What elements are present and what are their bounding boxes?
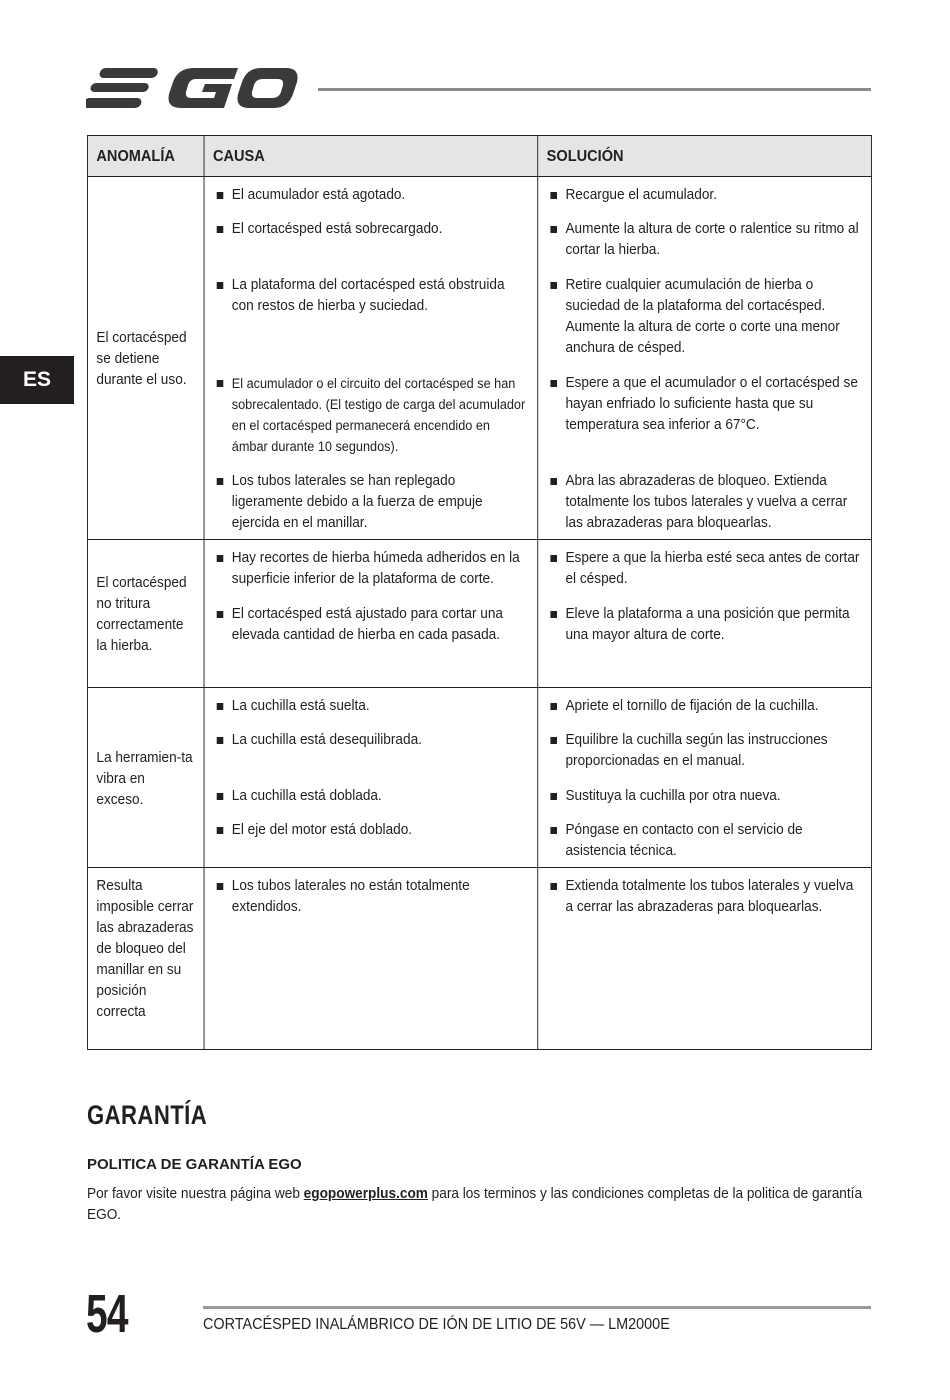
bullet-icon [550,703,557,710]
bullet-icon [217,611,224,618]
footer-rule [203,1306,871,1309]
warranty-link[interactable]: egopowerplus.com [303,1186,428,1202]
bullet-icon [550,282,557,289]
solution-item: Espere a que el acumulador o el cortacésped se hayan enfriado lo suficiente hasta que su temperatura sea inferior a 67°C. [547,373,863,471]
cause-cell [204,688,538,868]
language-tab: ES [0,356,74,404]
solution-item: Abra las abrazaderas de bloqueo. Extienda totalmente los tubos laterales y vuelva a cerrar las abrazaderas para bloquearlas. [547,471,863,534]
solution-item: Espere a que la hierba esté seca antes de cortar el césped. [547,548,863,604]
bullet-icon [217,703,224,710]
footer-product-title: CORTACÉSPED INALÁMBRICO DE IÓN DE LITIO DE 56V — LM2000E [203,1316,670,1333]
solution-item: Extienda totalmente los tubos laterales y vuelva a cerrar las abrazaderas para bloquearlas. [547,876,863,918]
cause-item: Hay recortes de hierba húmeda adheridos en la superficie inferior de la plataforma de corte. [213,548,529,604]
cause-item: El acumulador o el circuito del cortacésped se han sobrecalentado. (El testigo de carga del acumulador en el cortacésped permanecerá encendido en ámbar durante 10 segundos). [213,373,529,471]
anomaly-cell: La herramien-ta vibra en exceso. [87,688,204,868]
bullet-icon [217,827,224,834]
bullet-icon [217,226,224,233]
bullet-icon [217,555,224,562]
anomaly-cell: El cortacésped no tritura correctamente la hierba. [87,540,204,688]
solution-item: Equilibre la cuchilla según las instrucciones proporcionadas en el manual. [547,730,863,786]
ego-logo [86,62,300,114]
cause-item: La cuchilla está desequilibrada. [213,730,529,786]
header-solution: SOLUCIÓN [538,136,872,177]
bullet-icon [550,883,557,890]
cause-item: Los tubos laterales se han replegado ligeramente debido a la fuerza de empuje ejercida en el manillar. [213,471,529,534]
troubleshooting-table [87,135,872,1050]
header-cause: CAUSA [204,136,538,177]
bullet-icon [217,192,224,199]
bullet-icon [550,380,557,387]
cause-cell [204,540,538,688]
warranty-text-after: para los terminos y las condiciones completas de la politica de garantía EGO. [87,1186,863,1223]
bullet-icon [550,611,557,618]
cause-item: El eje del motor está doblado. [213,820,529,862]
bullet-icon [217,883,224,890]
bullet-icon [217,282,224,289]
bullet-icon [550,226,557,233]
solution-item: Eleve la plataforma a una posición que permita una mayor altura de corte. [547,604,863,646]
page-number: 54 [86,1284,128,1344]
warranty-title: GARANTÍA [87,1100,208,1130]
solution-item: Apriete el tornillo de fijación de la cuchilla. [547,696,863,730]
solution-cell [538,540,872,688]
header-rule [318,88,871,91]
table-row [87,177,871,540]
solution-cell [538,177,872,540]
bullet-icon [217,793,224,800]
bullet-icon [217,478,224,485]
anomaly-cell: El cortacésped se detiene durante el uso. [87,177,204,540]
anomaly-cell: Resulta imposible cerrar las abrazaderas de bloqueo del manillar en su posición correcta [87,868,204,1050]
bullet-icon [550,478,557,485]
solution-item: Sustituya la cuchilla por otra nueva. [547,786,863,820]
solution-cell [538,868,872,1050]
cause-item: La plataforma del cortacésped está obstruida con restos de hierba y suciedad. [213,275,529,373]
cause-item: El cortacésped está sobrecargado. [213,219,529,275]
bullet-icon [217,737,224,744]
cause-item: El acumulador está agotado. [213,185,529,219]
warranty-subtitle: POLITICA DE GARANTÍA EGO [87,1156,302,1173]
solution-item: Retire cualquier acumulación de hierba o suciedad de la plataforma del cortacésped. Aumente la altura de corte o corte una menor anchura de césped. [547,275,863,373]
cause-cell [204,177,538,540]
bullet-icon [550,737,557,744]
cause-item: La cuchilla está doblada. [213,786,529,820]
cause-item: Los tubos laterales no están totalmente extendidos. [213,876,529,918]
solution-cell [538,688,872,868]
bullet-icon [550,793,557,800]
solution-item: Póngase en contacto con el servicio de asistencia técnica. [547,820,863,862]
bullet-icon [550,192,557,199]
cause-cell [204,868,538,1050]
bullet-icon [550,555,557,562]
table-header-row [87,136,871,177]
warranty-text-before: Por favor visite nuestra página web [87,1186,304,1202]
table-row [87,688,871,868]
cause-item: El cortacésped está ajustado para cortar una elevada cantidad de hierba en cada pasada. [213,604,529,646]
header-anomaly: ANOMALÍA [87,136,204,177]
bullet-icon [550,827,557,834]
bullet-icon [217,380,224,387]
solution-item: Recargue el acumulador. [547,185,863,219]
solution-item: Aumente la altura de corte o ralentice su ritmo al cortar la hierba. [547,219,863,275]
table-row [87,540,871,688]
warranty-paragraph [87,1184,867,1226]
cause-item: La cuchilla está suelta. [213,696,529,730]
table-row [87,868,871,1050]
